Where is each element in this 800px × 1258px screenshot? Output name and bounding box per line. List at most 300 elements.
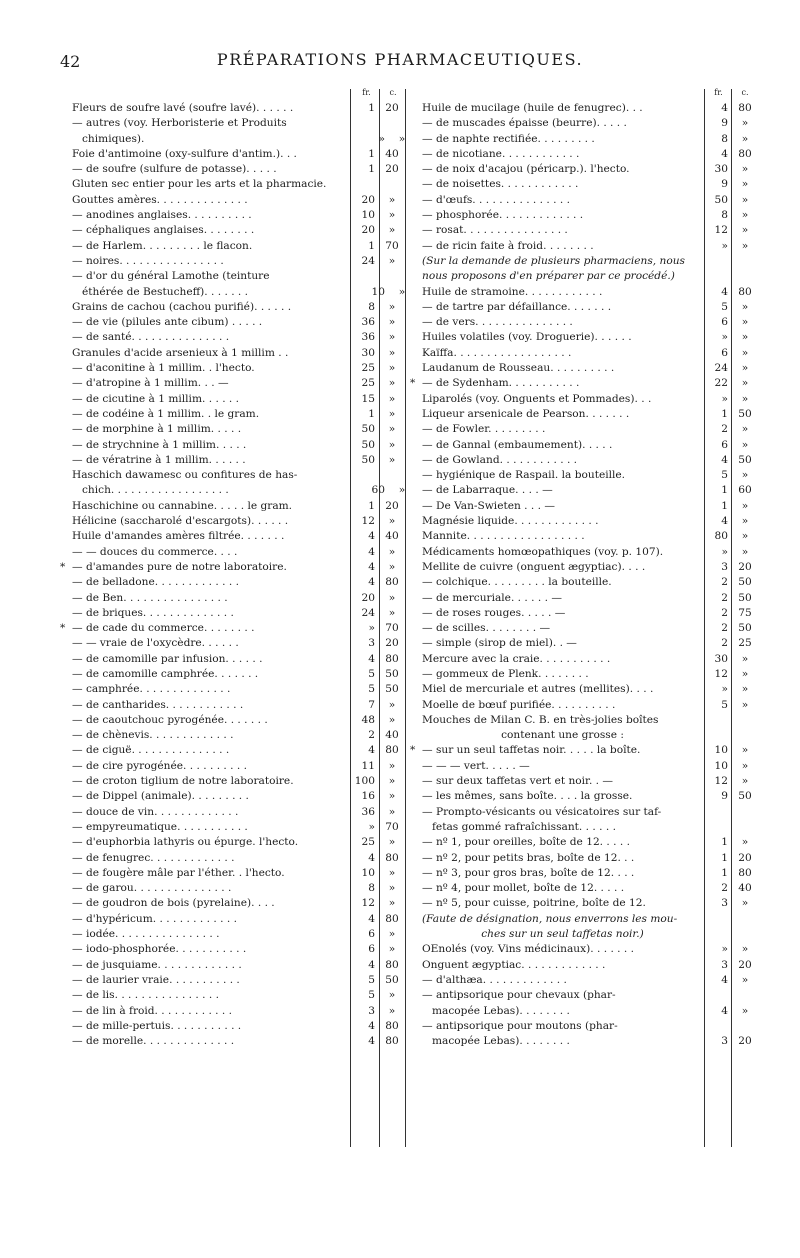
price-row (422, 392, 758, 407)
price-centimes: » (388, 545, 396, 558)
price-row (72, 483, 428, 498)
price-francs (703, 713, 732, 728)
price-centimes: » (388, 1004, 396, 1017)
price-row (72, 330, 428, 345)
price-francs: 50 (361, 423, 375, 436)
price-row (72, 407, 428, 422)
price-row (422, 147, 758, 162)
price-francs: 12 (714, 775, 728, 788)
price-row (72, 392, 428, 407)
price-francs: 12 (714, 224, 728, 237)
item-label: Huile de mucilage (huile de fenugrec). . . (422, 102, 643, 114)
price-centimes: 50 (738, 622, 752, 635)
item-label: Mouches de Milan C. B. en très-jolies boîtes (422, 713, 659, 726)
price-centimes: » (741, 178, 749, 191)
price-francs (703, 728, 732, 743)
price-francs: 2 (721, 423, 728, 436)
price-row (72, 116, 428, 131)
price-centimes: » (388, 224, 396, 237)
price-francs (350, 116, 379, 131)
price-francs: » (721, 239, 728, 252)
price-francs: » (721, 392, 728, 405)
price-row (422, 621, 758, 636)
price-centimes: » (741, 239, 749, 252)
price-francs: 10 (361, 866, 375, 879)
item-label: — de goudron de bois (pyrelaine). . . . (72, 897, 275, 910)
price-centimes: » (741, 331, 749, 344)
price-centimes: 20 (385, 102, 399, 114)
price-francs: 5 (368, 989, 375, 1002)
price-centimes: » (388, 866, 396, 879)
item-label: — de morelle. . . . . . . . . . . . . . (72, 1035, 235, 1048)
price-francs: 1 (721, 836, 728, 849)
price-francs (350, 468, 379, 483)
item-label: Huile de stramoine. . . . . . . . . . . . (422, 285, 603, 298)
price-francs: 20 (361, 591, 375, 604)
price-row (422, 575, 758, 590)
price-centimes: 80 (385, 744, 399, 757)
price-francs: 1 (368, 407, 375, 420)
price-row (422, 346, 758, 361)
price-row (422, 606, 758, 621)
price-francs: 100 (354, 775, 375, 788)
item-label: — de muscades épaisse (beurre). . . . . (422, 117, 627, 130)
item-label: — de santé. . . . . . . . . . . . . . . (72, 331, 230, 344)
price-francs: 30 (361, 346, 375, 359)
price-francs: 1 (721, 407, 728, 420)
item-label: (Faute de désignation, nous enverrons les mou- (422, 912, 678, 925)
item-label: — iodo-phosphorée. . . . . . . . . . . (72, 943, 247, 956)
price-centimes: » (388, 423, 396, 436)
item-label: — de Gannal (embaumement). . . . . (422, 438, 613, 451)
item-label: — de mercuriale. . . . . . — (422, 591, 562, 604)
item-label: — d'œufs. . . . . . . . . . . . . . . (422, 193, 570, 206)
price-francs: 4 (368, 1035, 375, 1048)
price-centimes: 80 (385, 1019, 399, 1032)
price-centimes: » (388, 759, 396, 772)
item-label: — de Harlem. . . . . . . . . le flacon. (72, 239, 253, 252)
price-row (422, 759, 758, 774)
price-row (422, 820, 758, 835)
price-francs: 25 (361, 362, 375, 375)
item-label: — d'atropine à 1 millim. . . — (72, 377, 229, 390)
price-row (422, 560, 758, 575)
item-label: — — douces du commerce. . . . (72, 545, 238, 558)
price-centimes: 40 (385, 530, 399, 543)
price-centimes: 25 (738, 637, 752, 650)
item-label: — autres (voy. Herboristerie et Produits (72, 117, 287, 130)
price-row (72, 499, 428, 514)
price-francs: 36 (361, 805, 375, 818)
price-centimes: » (741, 224, 749, 237)
price-francs: 4 (368, 652, 375, 665)
price-row (422, 591, 758, 606)
item-label: — phosphorée. . . . . . . . . . . . . (422, 209, 584, 222)
item-label: — antipsorique pour moutons (phar- (422, 1019, 618, 1032)
page-title: PRÉPARATIONS PHARMACEUTIQUES. (216, 50, 584, 69)
item-label: — de lis. . . . . . . . . . . . . . . . (72, 989, 219, 1002)
price-francs (703, 805, 732, 820)
price-centimes: » (741, 423, 749, 436)
item-label: — de laurier vraie. . . . . . . . . . . (72, 973, 240, 986)
asterisk-mark: * (60, 622, 66, 635)
price-francs: 4 (721, 147, 728, 160)
price-francs: 60 (371, 484, 385, 497)
price-centimes: 80 (385, 958, 399, 971)
item-label: — de ciguë. . . . . . . . . . . . . . . (72, 744, 230, 757)
price-francs: 4 (368, 545, 375, 558)
price-centimes (732, 820, 758, 835)
price-francs: 2 (721, 576, 728, 589)
price-francs: 10 (714, 759, 728, 772)
item-label: ches sur un seul taffetas noir.) (481, 928, 644, 941)
item-label: Hélicine (saccharolé d'escargots). . . . . . (72, 515, 289, 528)
price-row (410, 743, 758, 758)
item-label: — de cade du commerce. . . . . . . . (72, 622, 255, 635)
price-francs: 4 (368, 744, 375, 757)
price-francs: 5 (368, 973, 375, 986)
price-centimes: » (741, 973, 749, 986)
price-row (422, 698, 758, 713)
price-centimes: 80 (738, 102, 752, 114)
price-centimes: » (741, 530, 749, 543)
item-label: — de codéine à 1 millim. . le gram. (72, 407, 260, 420)
price-francs: 24 (714, 362, 728, 375)
price-row (422, 330, 758, 345)
item-label: — anodines anglaises. . . . . . . . . . (72, 209, 252, 222)
price-row (60, 560, 428, 575)
price-centimes: » (388, 438, 396, 451)
item-label: — d'aconitine à 1 millim. . l'hecto. (72, 362, 255, 375)
price-row (422, 514, 758, 529)
price-row (422, 881, 758, 896)
price-francs: 36 (361, 331, 375, 344)
price-centimes (732, 927, 758, 942)
price-francs: 3 (368, 1004, 375, 1017)
price-row (422, 438, 758, 453)
price-centimes: » (388, 943, 396, 956)
price-centimes: » (741, 438, 749, 451)
item-label: — sur deux taffetas vert et noir. . — (422, 775, 614, 788)
price-row (72, 851, 428, 866)
price-row (72, 147, 428, 162)
item-label: OEnolés (voy. Vins médicinaux). . . . . . . (422, 943, 635, 956)
item-label: Foie d'antimoine (oxy-sulfure d'antim.). . . (72, 147, 297, 160)
price-row (72, 300, 428, 315)
price-francs: 3 (721, 560, 728, 573)
francs-header: fr. (362, 88, 371, 97)
price-francs: 1 (721, 866, 728, 879)
item-label: — d'or du général Lamothe (teinture (72, 270, 270, 283)
item-label: — — — vert. . . . . — (422, 759, 530, 772)
item-label: Médicaments homœopathiques (voy. p. 107). (422, 545, 664, 558)
price-centimes: 80 (385, 912, 399, 925)
price-row (72, 545, 428, 560)
price-centimes: » (741, 316, 749, 329)
price-francs (703, 988, 732, 1003)
price-row (72, 361, 428, 376)
price-centimes: » (388, 254, 396, 267)
price-centimes: » (388, 560, 396, 573)
price-row (422, 789, 758, 804)
price-centimes: 80 (738, 866, 752, 879)
price-centimes: » (741, 759, 749, 772)
price-row (72, 866, 428, 881)
price-row (422, 545, 758, 560)
item-label: — de Sydenham. . . . . . . . . . . (422, 377, 580, 390)
price-row (72, 759, 428, 774)
item-label: — nº 2, pour petits bras, boîte de 12. . . (422, 851, 635, 864)
price-row (72, 1034, 428, 1049)
item-label: Granules d'acide arsenieux à 1 millim . . (72, 346, 289, 359)
price-francs: 2 (721, 637, 728, 650)
price-row (72, 422, 428, 437)
price-row (72, 1019, 428, 1034)
price-row (422, 193, 758, 208)
item-label: — simple (sirop de miel). . — (422, 637, 577, 650)
item-label: macopée Lebas). . . . . . . . (432, 1004, 570, 1017)
price-row (72, 193, 428, 208)
price-row (422, 805, 758, 820)
price-francs (703, 927, 732, 942)
item-label: Haschichine ou cannabine. . . . . le gram. (72, 499, 293, 512)
price-francs: 5 (368, 683, 375, 696)
price-centimes: » (398, 484, 406, 497)
price-centimes: 20 (385, 163, 399, 176)
price-centimes: » (741, 698, 749, 711)
price-francs: 2 (368, 729, 375, 742)
price-centimes: 50 (738, 576, 752, 589)
price-francs: 3 (721, 897, 728, 910)
price-row (72, 162, 428, 177)
price-francs: 3 (721, 958, 728, 971)
price-centimes: 80 (385, 652, 399, 665)
item-label: — de naphte rectifiée. . . . . . . . . (422, 132, 595, 145)
price-row (72, 468, 428, 483)
price-francs: 10 (371, 285, 385, 298)
item-label: — nº 1, pour oreilles, boîte de 12. . . . . (422, 836, 630, 849)
price-centimes: » (388, 882, 396, 895)
price-centimes: » (741, 392, 749, 405)
price-centimes: 70 (385, 622, 399, 635)
price-row (72, 177, 428, 192)
item-label: Gouttes amères. . . . . . . . . . . . . . (72, 193, 248, 206)
item-label: — Prompto-vésicants ou vésicatoires sur taf- (422, 805, 662, 818)
item-label: — de jusquiame. . . . . . . . . . . . . (72, 958, 242, 971)
right-price-list (410, 89, 758, 1049)
price-francs: » (721, 331, 728, 344)
price-row (72, 1004, 428, 1019)
price-row (60, 621, 428, 636)
item-label: — de Labarraque. . . . — (422, 484, 553, 497)
price-row (72, 453, 428, 468)
price-row (72, 132, 428, 147)
price-centimes: » (388, 928, 396, 941)
price-row (422, 254, 758, 269)
price-francs: 8 (368, 300, 375, 313)
price-row (422, 1004, 758, 1019)
price-francs: 6 (368, 928, 375, 941)
price-centimes: » (741, 1004, 749, 1017)
item-label: — de fougère mâle par l'éther. . l'hecto. (72, 866, 285, 879)
price-row (72, 820, 428, 835)
price-row (72, 254, 428, 269)
price-centimes (379, 468, 405, 483)
item-label: — de vie (pilules ante cibum) . . . . . (72, 316, 263, 329)
item-label: Mannite. . . . . . . . . . . . . . . . . . (422, 530, 585, 543)
price-francs: 4 (721, 515, 728, 528)
price-row (72, 896, 428, 911)
price-centimes: » (741, 346, 749, 359)
price-francs: 6 (721, 316, 728, 329)
price-row (72, 743, 428, 758)
price-row (422, 958, 758, 973)
price-row (422, 116, 758, 131)
price-francs: 8 (721, 209, 728, 222)
item-label: — de noisettes. . . . . . . . . . . . (422, 178, 579, 191)
item-label: — de mille-pertuis. . . . . . . . . . . (72, 1019, 242, 1032)
item-label: — de caoutchouc pyrogénée. . . . . . . (72, 713, 268, 726)
price-row (422, 912, 758, 927)
price-centimes: » (388, 331, 396, 344)
item-label: Laudanum de Rousseau. . . . . . . . . . (422, 362, 615, 375)
price-row (422, 973, 758, 988)
price-centimes: 50 (738, 790, 752, 803)
item-label: — de Ben. . . . . . . . . . . . . . . . (72, 591, 228, 604)
price-row (72, 514, 428, 529)
price-centimes: » (741, 775, 749, 788)
price-centimes: » (388, 897, 396, 910)
price-francs: 2 (721, 591, 728, 604)
price-row (410, 376, 758, 391)
price-francs: 22 (714, 377, 728, 390)
item-label: Grains de cachou (cachou purifié). . . . . . (72, 300, 292, 313)
price-centimes: » (741, 499, 749, 512)
item-label: — De Van-Swieten . . . — (422, 499, 555, 512)
price-centimes: » (388, 790, 396, 803)
price-centimes: » (741, 117, 749, 130)
item-label: — de cicutine à 1 millim. . . . . . (72, 392, 240, 405)
price-francs (703, 820, 732, 835)
price-francs: 4 (721, 102, 728, 114)
price-francs: 4 (368, 1019, 375, 1032)
price-centimes: » (388, 698, 396, 711)
price-francs: 10 (361, 209, 375, 222)
price-row (72, 835, 428, 850)
price-francs: 80 (714, 530, 728, 543)
price-row (72, 606, 428, 621)
price-row (422, 866, 758, 881)
item-label: Miel de mercuriale et autres (mellites). . . . (422, 683, 654, 696)
price-francs: 24 (361, 254, 375, 267)
price-centimes: 80 (738, 285, 752, 298)
item-label: — camphrée. . . . . . . . . . . . . . (72, 683, 231, 696)
item-label: (Sur la demande de plusieurs pharmaciens, nous (422, 254, 685, 267)
price-francs (703, 912, 732, 927)
price-centimes: » (741, 377, 749, 390)
item-label: Haschich dawamesc ou confitures de has- (72, 469, 298, 482)
price-francs: 25 (361, 377, 375, 390)
price-francs: 1 (721, 499, 728, 512)
price-centimes: » (388, 392, 396, 405)
price-row (422, 713, 758, 728)
item-label: — hygiénique de Raspail. la bouteille. (422, 469, 626, 482)
price-centimes: » (741, 943, 749, 956)
item-label: — de fenugrec. . . . . . . . . . . . . (72, 851, 235, 864)
price-row (422, 774, 758, 789)
item-label: — de camomille camphrée. . . . . . . (72, 667, 259, 680)
price-centimes: 70 (385, 239, 399, 252)
price-francs: 10 (714, 744, 728, 757)
price-francs: 4 (368, 560, 375, 573)
item-label: — noires. . . . . . . . . . . . . . . . (72, 254, 224, 267)
price-centimes: » (388, 515, 396, 528)
price-francs: 5 (721, 469, 728, 482)
price-centimes: » (741, 836, 749, 849)
item-label: — nº 4, pour mollet, boîte de 12. . . . . (422, 882, 625, 895)
price-centimes: » (741, 469, 749, 482)
price-francs: 11 (361, 759, 375, 772)
price-francs: 50 (361, 438, 375, 451)
price-row (422, 468, 758, 483)
item-label: Mellite de cuivre (onguent ægyptiac). . . . (422, 560, 646, 573)
price-francs: 4 (368, 530, 375, 543)
price-row (422, 1019, 758, 1034)
price-centimes: » (741, 300, 749, 313)
price-centimes: 50 (385, 973, 399, 986)
price-centimes: 70 (385, 820, 399, 833)
price-centimes: 80 (385, 851, 399, 864)
price-centimes: » (741, 163, 749, 176)
price-row (422, 101, 758, 116)
price-centimes: 20 (385, 499, 399, 512)
item-label: chimiques). (82, 132, 145, 145)
item-label: Gluten sec entier pour les arts et la pharmacie. (72, 178, 327, 191)
price-centimes: » (398, 132, 406, 145)
price-centimes (732, 1019, 758, 1034)
price-francs: 2 (721, 622, 728, 635)
item-label: — de vératrine à 1 millim. . . . . . (72, 453, 246, 466)
price-francs: 8 (368, 882, 375, 895)
item-label: — de lin à froid. . . . . . . . . . . . (72, 1004, 233, 1017)
item-label: Magnésie liquide. . . . . . . . . . . . . (422, 515, 599, 528)
left-price-list (60, 89, 428, 1049)
item-label: Liparolés (voy. Onguents et Pommades). . . (422, 392, 652, 405)
price-row (72, 789, 428, 804)
item-label: — d'althæa. . . . . . . . . . . . . (422, 973, 567, 986)
price-row (72, 774, 428, 789)
item-label: — — vraie de l'oxycèdre. . . . . . (72, 637, 239, 650)
price-row (72, 698, 428, 713)
price-centimes: » (741, 897, 749, 910)
price-row (422, 422, 758, 437)
price-centimes: 20 (385, 637, 399, 650)
price-francs: 8 (721, 132, 728, 145)
price-francs: 36 (361, 316, 375, 329)
price-row (72, 912, 428, 927)
price-centimes: 20 (738, 958, 752, 971)
price-row (422, 285, 758, 300)
price-francs: 5 (368, 667, 375, 680)
price-francs: » (721, 943, 728, 956)
item-label: chich. . . . . . . . . . . . . . . . . . (82, 484, 229, 497)
price-francs: » (368, 622, 375, 635)
price-francs: 4 (721, 453, 728, 466)
price-centimes (732, 912, 758, 927)
item-label: nous proposons d'en préparer par ce procédé.) (422, 270, 675, 283)
price-centimes: 80 (738, 147, 752, 160)
item-label: — de strychnine à 1 millim. . . . . (72, 438, 247, 451)
